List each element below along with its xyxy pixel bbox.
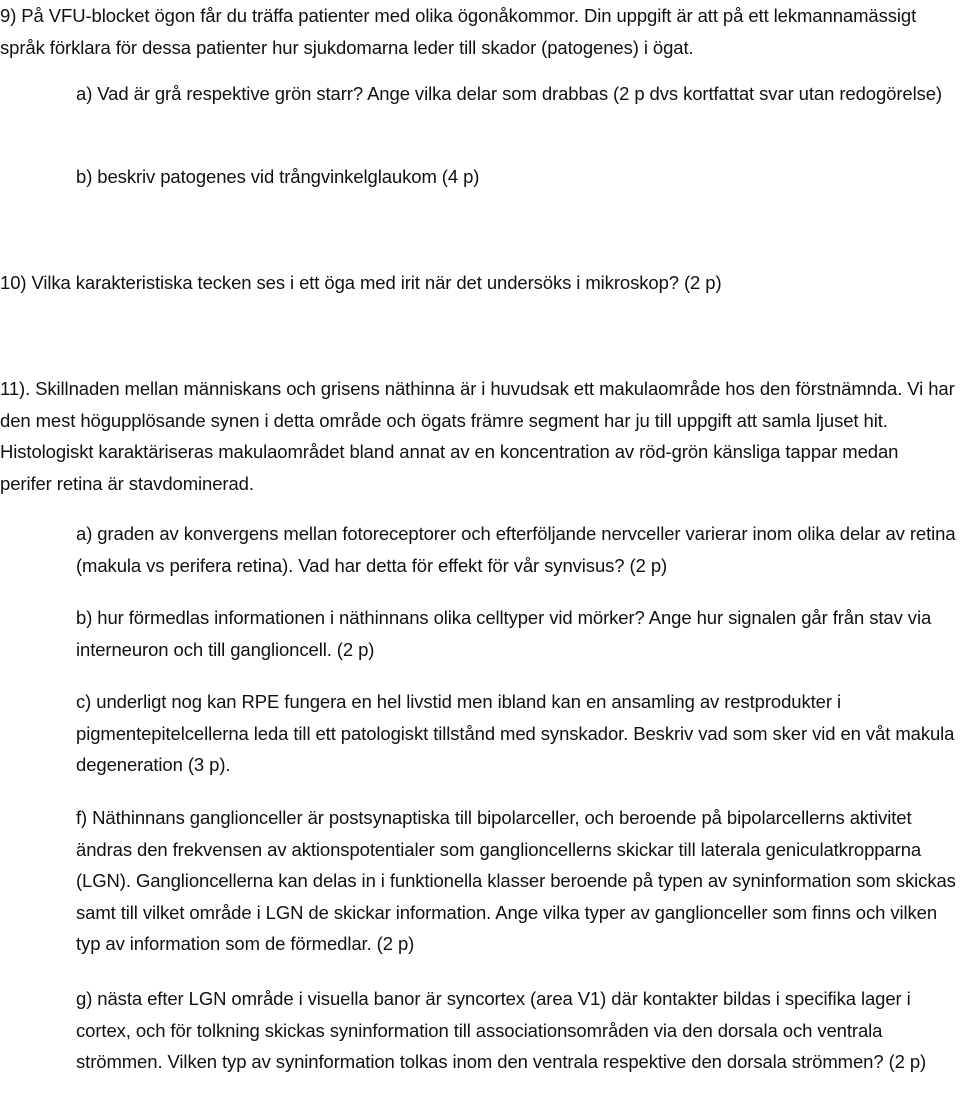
question-11a-text: a) graden av konvergens mellan fotoreceptorer och efterföljande nervceller varierar inom olika delar av retina (makula vs perifera retina). Vad har detta för effekt för vår synvisus? (2 p) bbox=[76, 523, 956, 576]
question-11-intro-text: 11). Skillnaden mellan människans och grisens näthinna är i huvudsak ett makulaområde hos den förstnämnda. Vi har den mest högupplösande synen i detta område och ögats främre segment har ju till uppgift att samla ljuset hit. Histologiskt karaktäriseras makulaområdet bland annat av en koncentration av röd-grön känsliga tappar medan perifer retina är stavdominerad. bbox=[0, 378, 955, 494]
question-9b-text: b) beskriv patogenes vid trångvinkelglaukom (4 p) bbox=[76, 166, 480, 187]
question-11f-text: f) Näthinnans ganglionceller är postsynaptiska till bipolarceller, och beroende på bipolarcellerns aktivitet ändras den frekvensen av aktionspotentialer som ganglioncellerns skickar till laterala geniculatkropparna (LGN). Ganglioncellerna kan delas in i funktionella klasser beroende på typen av syninformation som skickas samt till vilket område i LGN de skickar information. Ange vilka typer av ganglionceller som finns och vilken typ av information som de förmedlar. (2 p) bbox=[76, 807, 956, 954]
question-9a-text: a) Vad är grå respektive grön starr? Ange vilka delar som drabbas (2 p dvs kortfattat svar utan redogörelse) bbox=[76, 83, 942, 104]
question-11g-text: g) nästa efter LGN område i visuella banor är syncortex (area V1) där kontakter bildas i specifika lager i cortex, och för tolkning skickas syninformation till associationsområden via den dorsala och ventrala strömmen. Vilken typ av syninformation tolkas inom den ventrala respektive den dorsala strömmen? (2 p) bbox=[76, 988, 927, 1072]
question-10-text: 10) Vilka karakteristiska tecken ses i ett öga med irit när det undersöks i mikroskop? (2 p) bbox=[0, 272, 722, 293]
question-11c-text: c) underligt nog kan RPE fungera en hel livstid men ibland kan en ansamling av restprodukter i pigmentepitelcellerna leda till ett patologiskt tillstånd med synskador. Beskriv vad som sker vid en våt makula degeneration (3 p). bbox=[76, 691, 955, 775]
question-9-text: 9) På VFU-blocket ögon får du träffa patienter med olika ögonåkommor. Din uppgift är att på ett lekmannamässigt språk förklara för dessa patienter hur sjukdomarna leder till skador (patogenes) i ögat. bbox=[0, 5, 917, 58]
question-11b-text: b) hur förmedlas informationen i näthinnans olika celltyper vid mörker? Ange hur signalen går från stav via interneuron och till ganglioncell. (2 p) bbox=[76, 607, 932, 660]
